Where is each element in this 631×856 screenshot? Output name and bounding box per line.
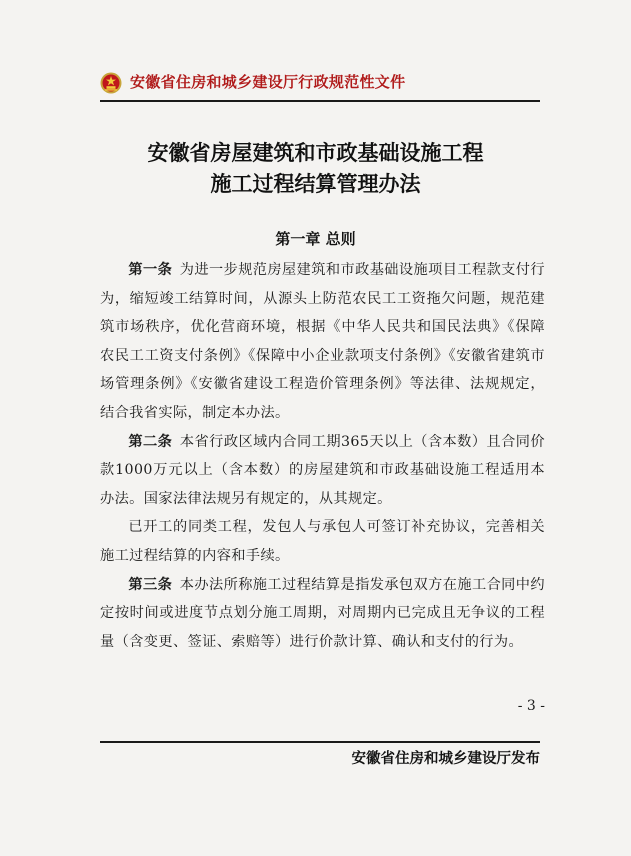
chapter-heading: 第一章 总则 bbox=[275, 230, 356, 248]
national-emblem-icon bbox=[100, 72, 122, 94]
paragraph-article-1 bbox=[100, 256, 545, 428]
article-label: 第三条 bbox=[128, 576, 173, 593]
paragraph-text: 本省行政区域内合同工期365天以上（含本数）且合同价款1000万元以上（含本数）的房屋建筑和市政基础设施工程适用本办法。国家法律法规另有规定的，从其规定。 bbox=[100, 433, 545, 507]
paragraph-article-3 bbox=[100, 571, 545, 657]
document-title-line-2: 施工过程结算管理办法 bbox=[210, 172, 421, 196]
footer-divider bbox=[100, 741, 540, 743]
document-header bbox=[100, 68, 540, 98]
document-title-line-1: 安徽省房屋建筑和市政基础设施工程 bbox=[147, 141, 484, 165]
publisher-line: 安徽省住房和城乡建设厅发布 bbox=[351, 751, 540, 767]
header-divider bbox=[100, 100, 540, 102]
paragraph-article-2 bbox=[100, 428, 545, 514]
page-number: - 3 - bbox=[517, 698, 545, 714]
paragraph-text: 本办法所称施工过程结算是指发承包双方在施工合同中约定按时间或进度节点划分施工周期，对周期内已完成且无争议的工程量（含变更、签证、索赔等）进行价款计算、确认和支付的行为。 bbox=[100, 576, 545, 650]
header-title: 安徽省住房和城乡建设厅行政规范性文件 bbox=[130, 73, 406, 91]
paragraph-text: 为进一步规范房屋建筑和市政基础设施项目工程款支付行为，缩短竣工结算时间，从源头上防范农民工工资拖欠问题，规范建筑市场秩序，优化营商环境，根据《中华人民共和国民法典》《保障农民工工资支付条例》《保障中小企业款项支付条例》《安徽省建筑市场管理条例》《安徽省建设工程造价管理条例》等法律、法规规定，结合我省实际，制定本办法。 bbox=[100, 262, 545, 421]
article-label: 第一条 bbox=[128, 262, 173, 278]
article-label: 第二条 bbox=[128, 433, 173, 450]
paragraph-text: 已开工的同类工程，发包人与承包人可签订补充协议，完善相关施工过程结算的内容和手续。 bbox=[100, 519, 545, 564]
document-body bbox=[100, 256, 545, 656]
paragraph-continuation bbox=[100, 513, 545, 570]
